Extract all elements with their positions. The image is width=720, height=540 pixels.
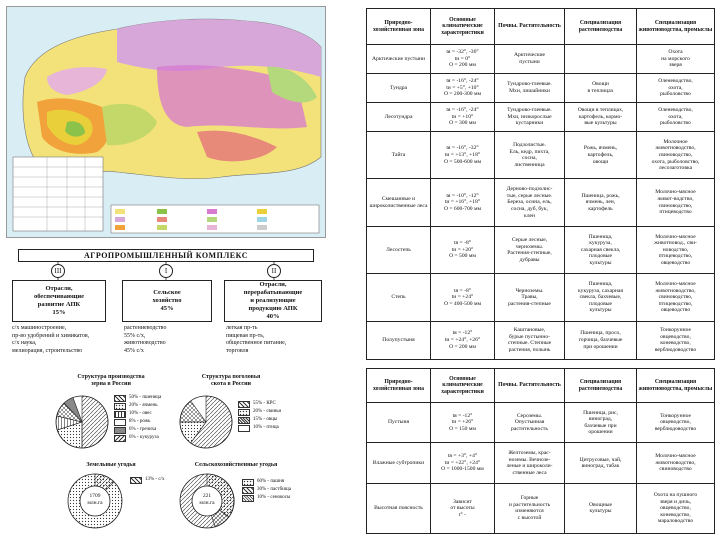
- soil-cell: Желтоземы, крас- ноземы. Вечнозе- леные и широколи- ственные леса: [495, 443, 565, 483]
- plant-cell: Цитрусовые, чай, виноград, табак: [565, 443, 637, 483]
- climate-cell: tя = +3°, +4° tи = +22°, +24° О = 1000-1500 мм: [431, 443, 495, 483]
- climate-cell: tя = -12° tи = +24°, +26° О = 200 мм: [431, 321, 495, 359]
- legend-item: 50% - пшеница: [114, 394, 161, 402]
- animal-cell: Охота на пушного зверя и дичь, овцеводство, коневодство, мараловодство: [637, 483, 715, 533]
- table-row: [367, 274, 715, 321]
- agro-map-russia: [6, 6, 326, 238]
- header-animal: Специализация животноводства, промыслы: [637, 9, 715, 45]
- zone-cell: Тундра: [367, 74, 431, 103]
- land-pie-title: Земельные угодья: [86, 462, 136, 468]
- climate-cell: tя = -8° tи = +20° О = 500 мм: [431, 226, 495, 273]
- legend-item: 15% - овцы: [238, 416, 281, 424]
- animal-cell: Молочное животноводство, свиноводство, охота, рыболовство, лесозаготовка: [637, 132, 715, 179]
- legend-item: 20% - свиньи: [238, 408, 281, 416]
- plant-cell: Пшеница, рис, виноград, бахчевые при орошении: [565, 403, 637, 443]
- animal-cell: Молочно-мясное животноводство, свиноводство, птицеводство, овцеводство: [637, 274, 715, 321]
- header-climate: Основные климатические характеристики: [431, 9, 495, 45]
- legend-item: 8% - рожь: [114, 418, 161, 426]
- soil-cell: Каштановые, бурые пустынно- степные. Степные растения, полынь: [495, 321, 565, 359]
- branch-number-3: III: [51, 264, 65, 278]
- plant-cell: Овощные культуры: [565, 483, 637, 533]
- plant-cell: [565, 45, 637, 74]
- table-row: [367, 403, 715, 443]
- zone-cell: Влажные субтропики: [367, 443, 431, 483]
- plant-cell: Овощи в теплицах: [565, 74, 637, 103]
- soil-cell: Тундрово-глеевые. Мхи, лишайники: [495, 74, 565, 103]
- grain-pie-title: Структура производства зерна в России: [77, 374, 145, 387]
- zone-cell: Тайга: [367, 132, 431, 179]
- grain-pie-chart: [54, 394, 110, 450]
- land-pie-center: 1709 млн.га: [87, 493, 103, 506]
- legend-item: 60% - пашня: [242, 478, 291, 486]
- zone-cell: Высотная поясность: [367, 483, 431, 533]
- zones-table-1: [366, 8, 715, 360]
- legend-item: 6% - гречиха: [114, 426, 161, 434]
- livestock-legend: [238, 400, 281, 432]
- table-row: [367, 321, 715, 359]
- header-climate: Основные климатические характеристики: [431, 369, 495, 403]
- zones-table-2: [366, 368, 715, 534]
- header-animal: Специализация животноводства, промыслы: [637, 369, 715, 403]
- branch-number-1: I: [159, 264, 173, 278]
- table-row: [367, 103, 715, 132]
- header-soil: Почвы. Растительность: [495, 369, 565, 403]
- table-row: [367, 443, 715, 483]
- plant-cell: Рожь, ячмень, картофель, овощи: [565, 132, 637, 179]
- table-row: [367, 226, 715, 273]
- header-zone: Природно-хозяйственная зона: [367, 369, 431, 403]
- table-row: [367, 179, 715, 226]
- branch-details-agriculture: растениеводство 55% с/х, животноводство 45% с/х: [124, 325, 167, 354]
- animal-cell: Оленеводство, охота, рыболовство: [637, 103, 715, 132]
- climate-cell: Зависит от высоты t° -: [431, 483, 495, 533]
- table-row: [367, 74, 715, 103]
- climate-cell: tя = -16°, -24° tи = +5°, +10° О = 200-300 мм: [431, 74, 495, 103]
- zone-cell: Полупустыня: [367, 321, 431, 359]
- header-plant: Специализация растениеводства: [565, 9, 637, 45]
- plant-cell: Пшеница, кукуруза, сахарная свекла, плодовые культуры: [565, 226, 637, 273]
- agro-complex-scheme: [6, 247, 324, 365]
- soil-cell: Горные и растительность изменяются с высотой: [495, 483, 565, 533]
- land-legend: [130, 476, 164, 484]
- farmland-pie-title: Сельскохозяйственные угодья: [194, 462, 278, 468]
- plant-cell: Пшеница, кукуруза, сахарная свекла, бахчевые, плодовые культуры: [565, 274, 637, 321]
- table-row: [367, 45, 715, 74]
- climate-cell: tя = -12° tи = +26° О = 150 мм: [431, 403, 495, 443]
- animal-cell: Оленеводство, охота, рыболовство: [637, 74, 715, 103]
- branch-details-processing: легкая пр-ть пищевая пр-ть, общественное питание, торговля: [226, 325, 287, 354]
- plant-cell: Пшеница, просо, горчица, бахчевые при орошении: [565, 321, 637, 359]
- branch-number-2: II: [267, 264, 281, 278]
- soil-cell: Дерново-подзолис- тые, серые лесные. Береза, осина, ель, сосна, дуб, бук, клен: [495, 179, 565, 226]
- zone-cell: Лесостепь: [367, 226, 431, 273]
- zone-cell: Лесотундра: [367, 103, 431, 132]
- soil-cell: Черноземы. Травы, растения-степные: [495, 274, 565, 321]
- climate-cell: tя = -10°, -12° tи = +16°, +18° О = 600-700 мм: [431, 179, 495, 226]
- soil-cell: Подзолистые. Ель, кедр, пихта, сосна, лиственница: [495, 132, 565, 179]
- legend-item: 10% - птица: [238, 424, 281, 432]
- legend-item: 13% - с/х: [130, 476, 164, 484]
- branch-box-support: Отрасли, обеспечивающие развитие АПК 15%: [12, 280, 106, 322]
- soil-cell: Серые лесные, черноземы. Растения-степные, дубравы: [495, 226, 565, 273]
- climate-cell: tя = -16°, -32° tи = +13°, +18° О = 500-600 мм: [431, 132, 495, 179]
- farmland-pie-center: 221 млн.га: [199, 493, 215, 506]
- table-header-row: [367, 9, 715, 45]
- climate-cell: tя = -16°, -24° tи = +10° О = 300 мм: [431, 103, 495, 132]
- farmland-legend: [242, 478, 291, 502]
- zone-cell: Смешанные и широколиственные леса: [367, 179, 431, 226]
- animal-cell: Тонкорунное овцеводство, коневодство, верблюдоводство: [637, 321, 715, 359]
- livestock-pie-chart: [178, 394, 234, 450]
- scheme-title: АГРОПРОМЫШЛЕННЫЙ КОМПЛЕКС: [18, 249, 314, 262]
- zone-cell: Степь: [367, 274, 431, 321]
- climate-cell: tя = -32°, -36° tи = 0° О = 200 мм: [431, 45, 495, 74]
- table-row: [367, 483, 715, 533]
- animal-cell: Охота на морского зверя: [637, 45, 715, 74]
- table-row: [367, 132, 715, 179]
- animal-cell: Молочно-мясное животновод., сви- новодство, птицеводство, овцеводство: [637, 226, 715, 273]
- header-zone: Природно-хозяйственная зона: [367, 9, 431, 45]
- legend-item: 10% - овес: [114, 410, 161, 418]
- header-soil: Почвы. Растительность: [495, 9, 565, 45]
- soil-cell: Тундрово-глеевые. Мхи, низкорослые кустарники: [495, 103, 565, 132]
- pie-charts-section: [6, 372, 324, 534]
- branch-details-support: с/х машиностроение, пр-во удобрений и химикатов, с/х наука, мелиорация, строительство: [12, 325, 90, 354]
- animal-cell: Молочно-мясное животноводство, свиноводство: [637, 443, 715, 483]
- branch-box-agriculture: Сельское хозяйство 45%: [122, 280, 212, 322]
- header-plant: Специализация растениеводства: [565, 369, 637, 403]
- legend-item: 55% - КРС: [238, 400, 281, 408]
- zone-cell: Арктические пустыни: [367, 45, 431, 74]
- animal-cell: Молочно-мясное живот-водство, свиноводство, птицеводство: [637, 179, 715, 226]
- soil-cell: Сероземы. Опустынная растительность: [495, 403, 565, 443]
- legend-item: 6% - кукуруза: [114, 434, 161, 442]
- table-header-row: [367, 369, 715, 403]
- zone-cell: Пустыня: [367, 403, 431, 443]
- legend-item: 10% - сенокосы: [242, 494, 291, 502]
- branch-box-processing: Отрасли, перерабатывающие и реализующие продукцию АПК 40%: [224, 280, 322, 322]
- soil-cell: Арктические пустыни: [495, 45, 565, 74]
- legend-item: 30% - пастбища: [242, 486, 291, 494]
- animal-cell: Тонкорунное овцеводство, верблюдоводство: [637, 403, 715, 443]
- plant-cell: Овощи в теплицах, картофель, кормо- вые культуры: [565, 103, 637, 132]
- climate-cell: tя = -8° tи = +24° О = 400-500 мм: [431, 274, 495, 321]
- plant-cell: Пшеница, рожь, ячмень, лен, картофель: [565, 179, 637, 226]
- grain-legend: [114, 394, 161, 442]
- legend-item: 20% - ячмень: [114, 402, 161, 410]
- livestock-pie-title: Структура поголовья скота в России: [201, 374, 261, 387]
